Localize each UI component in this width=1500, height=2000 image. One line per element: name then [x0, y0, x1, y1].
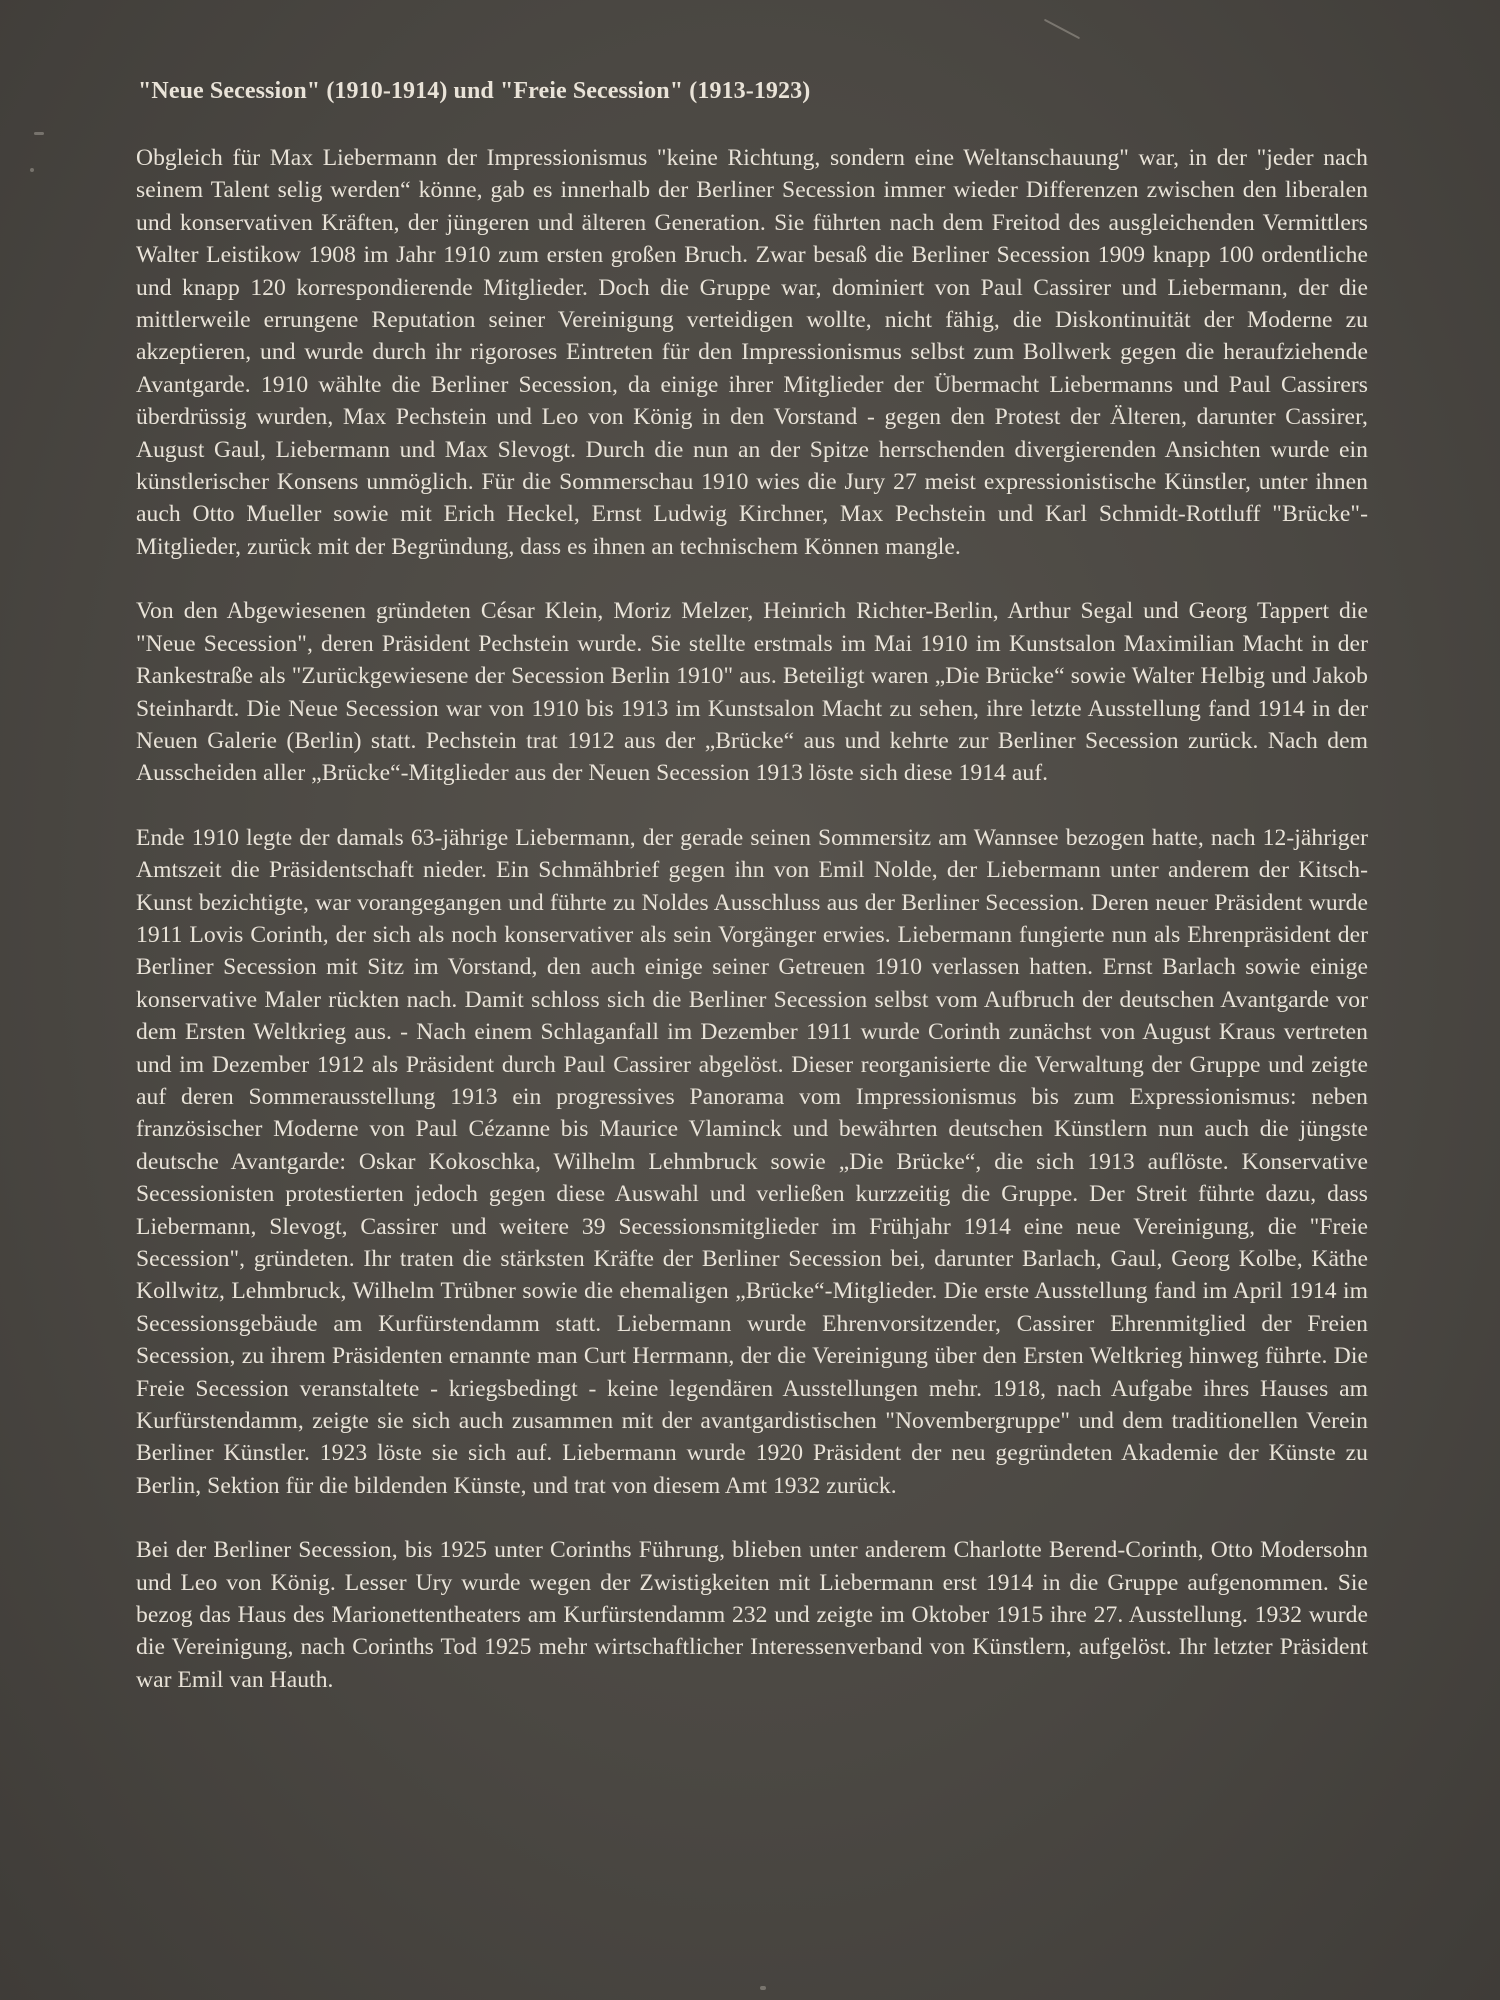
- dust-speck: [760, 1986, 766, 1990]
- dust-speck: [34, 132, 44, 135]
- dust-speck: [1044, 19, 1080, 40]
- dust-speck: [30, 168, 34, 172]
- paragraph-4: Bei der Berliner Secession, bis 1925 unter Corinths Führung, blieben unter anderem Charlotte Berend-Corinth, Otto Modersohn und Leo von König. Lesser Ury wurde wegen der Zwistigkeiten mit Liebermann erst 1914 in die Gruppe aufgenommen. Sie bezog das Haus des Marionettentheaters am Kurfürstendamm 232 und zeigte im Oktober 1915 ihre 27. Ausstellung. 1932 wurde die Vereinigung, nach Corinths Tod 1925 mehr wirtschaftlicher Interessenverband von Künstlern, aufgelöst. Ihr letzter Präsident war Emil van Hauth.: [136, 1537, 1368, 1693]
- page-title: "Neue Secession" (1910-1914) und "Freie Secession" (1913-1923): [138, 78, 811, 104]
- text-panel: [136, 70, 1368, 1728]
- paragraph-3: Ende 1910 legte der damals 63-jährige Liebermann, der gerade seinen Sommersitz am Wannsee bezogen hatte, nach 12-jähriger Amtszeit die Präsidentschaft nieder. Ein Schmähbrief gegen ihn von Emil Nolde, der Liebermann unter anderem der Kitsch-Kunst bezichtigte, war vorangegangen und führte zu Noldes Ausschluss aus der Berliner Secession. Deren neuer Präsident wurde 1911 Lovis Corinth, der sich als noch konservativer als sein Vorgänger erwies. Liebermann fungierte nun als Ehrenpräsident der Berliner Secession mit Sitz im Vorstand, den auch einige seiner Getreuen 1910 verlassen hatten. Ernst Barlach sowie einige konservative Maler rückten nach. Damit schloss sich die Berliner Secession selbst vom Aufbruch der deutschen Avantgarde vor dem Ersten Weltkrieg aus. - Nach einem Schlaganfall im Dezember 1911 wurde Corinth zunächst von August Kraus vertreten und im Dezember 1912 als Präsident durch Paul Cassirer abgelöst. Dieser reorganisierte die Verwaltung der Gruppe und zeigte auf deren Sommerausstellung 1913 ein progressives Panorama vom Impressionismus bis zum Expressionismus: neben französischer Moderne von Paul Cézanne bis Maurice Vlaminck und bewährten deutschen Künstlern nun auch die jüngste deutsche Avantgarde: Oskar Kokoschka, Wilhelm Lehmbruck sowie „Die Brücke“, die sich 1913 auflöste. Konservative Secessionisten protestierten jedoch gegen diese Auswahl und verließen kurzzeitig die Gruppe. Der Streit führte dazu, dass Liebermann, Slevogt, Cassirer und weitere 39 Secessionsmitglieder im Frühjahr 1914 eine neue Vereinigung, die "Freie Secession", gründeten. Ihr traten die stärksten Kräfte der Berliner Secession bei, darunter Barlach, Gaul, Georg Kolbe, Käthe Kollwitz, Lehmbruck, Wilhelm Trübner sowie die ehemaligen „Brücke“-Mitglieder. Die erste Ausstellung fand im April 1914 im Secessionsgebäude am Kurfürstendamm statt. Liebermann wurde Ehrenvorsitzender, Cassirer Ehrenmitglied der Freien Secession, zu ihrem Präsidenten ernannte man Curt Herrmann, der die Vereinigung über den Ersten Weltkrieg hinweg führte. Die Freie Secession veranstaltete - kriegsbedingt - keine legendären Ausstellungen mehr. 1918, nach Aufgabe ihres Hauses am Kurfürstendamm, zeigte sie sich auch zusammen mit der avantgardistischen "Novembergruppe" und dem traditionellen Verein Berliner Künstler. 1923 löste sie sich auf. Liebermann wurde 1920 Präsident der neu gegründeten Akademie der Künste zu Berlin, Sektion für die bildenden Künste, und trat von diesem Amt 1932 zurück.: [136, 824, 1368, 1499]
- paragraph-1: Obgleich für Max Liebermann der Impressionismus "keine Richtung, sondern eine Weltanschauung" war, in der "jeder nach seinem Talent selig werden“ könne, gab es innerhalb der Berliner Secession immer wieder Differenzen zwischen den liberalen und konservativen Kräften, der jüngeren und älteren Generation. Sie führten nach dem Freitod des ausgleichenden Vermittlers Walter Leistikow 1908 im Jahr 1910 zum ersten großen Bruch. Zwar besaß die Berliner Secession 1909 knapp 100 ordentliche und knapp 120 korrespondierende Mitglieder. Doch die Gruppe war, dominiert von Paul Cassirer und Liebermann, der die mittlerweile errungene Reputation seiner Vereinigung verteidigen wollte, nicht fähig, die Diskontinuität der Moderne zu akzeptieren, und wurde durch ihr rigoroses Eintreten für den Impressionismus selbst zum Bollwerk gegen die heraufziehende Avantgarde. 1910 wählte die Berliner Secession, da einige ihrer Mitglieder der Übermacht Liebermanns und Paul Cassirers überdrüssig wurden, Max Pechstein und Leo von König in den Vorstand - gegen den Protest der Älteren, darunter Cassirer, August Gaul, Liebermann und Max Slevogt. Durch die nun an der Spitze herrschenden divergierenden Ansichten wurde ein künstlerischer Konsens unmöglich. Für die Sommerschau 1910 wies die Jury 27 meist expressionistische Künstler, unter ihnen auch Otto Mueller sowie mit Erich Heckel, Ernst Ludwig Kirchner, Max Pechstein und Karl Schmidt-Rottluff "Brücke"-Mitglieder, zurück mit der Begründung, dass es ihnen an technischem Können mangle.: [136, 145, 1368, 560]
- paragraph-2: Von den Abgewiesenen gründeten César Klein, Moriz Melzer, Heinrich Richter-Berlin, Arthur Segal und Georg Tappert die "Neue Secession", deren Präsident Pechstein wurde. Sie stellte erstmals im Mai 1910 im Kunstsalon Maximilian Macht in der Rankestraße als "Zurückgewiesene der Secession Berlin 1910" aus. Beteiligt waren „Die Brücke“ sowie Walter Helbig und Jakob Steinhardt. Die Neue Secession war von 1910 bis 1913 im Kunstsalon Macht zu sehen, ihre letzte Ausstellung fand 1914 in der Neuen Galerie (Berlin) statt. Pechstein trat 1912 aus der „Brücke“ aus und kehrte zur Berliner Secession zurück. Nach dem Ausscheiden aller „Brücke“-Mitglieder aus der Neuen Secession 1913 löste sich diese 1914 auf.: [136, 598, 1368, 787]
